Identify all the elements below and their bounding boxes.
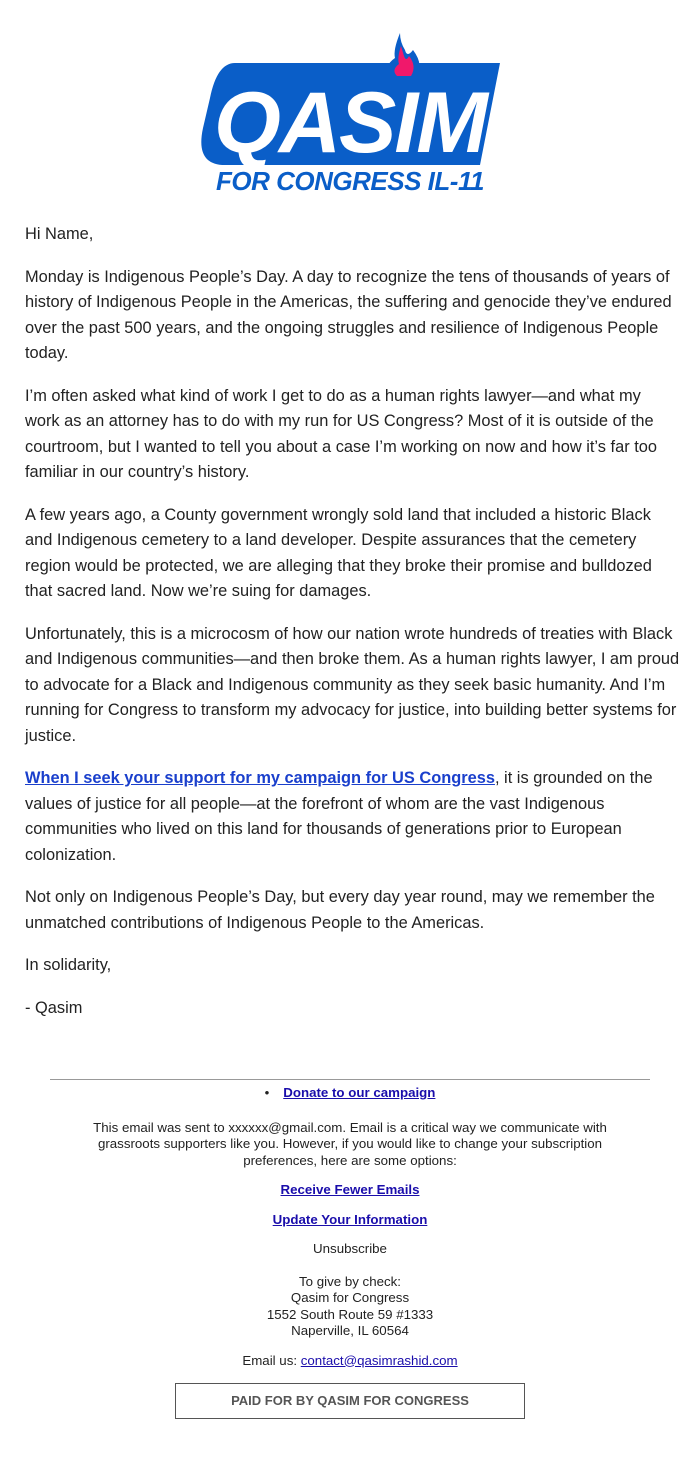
divider [50, 1079, 650, 1080]
contact-email-link[interactable]: contact@qasimrashid.com [300, 1352, 458, 1368]
subscription-notice: This email was sent to xxxxxx@gmail.com. Email is a critical way we communicate with grassroots supporters like you. However, if you would like to change your subscription preferences, here are some options: [93, 1119, 607, 1168]
paragraph: Unfortunately, this is a microcosm of how our nation wrote hundreds of treaties with Black and Indigenous communities—and then broke them. As a human rights lawyer, I am proud to advocate for a Black and Indigenous community as they seek basic humanity. And I’m running for Congress to transform my advocacy for justice, into building better systems for justice. [25, 624, 680, 745]
address-line: Qasim for Congress [290, 1290, 410, 1305]
paragraph [25, 766, 680, 868]
svg-text:QASIM: QASIM [214, 75, 486, 171]
bullet-icon: • [264, 1085, 270, 1100]
check-label: To give by check: [299, 1273, 401, 1289]
paragraph: Not only on Indigenous People’s Day, but every day year round, may we remember the unmatched contributions of Indigenous People to the Americas. [25, 888, 655, 932]
check-address [50, 1274, 650, 1340]
email-label: Email us: [242, 1352, 301, 1368]
closing: In solidarity, [25, 956, 112, 974]
paid-for-disclaimer: PAID FOR BY QASIM FOR CONGRESS [175, 1383, 525, 1419]
email-body [25, 222, 680, 1038]
unsubscribe[interactable]: Unsubscribe [313, 1241, 387, 1256]
donate-link[interactable]: Donate to our campaign [283, 1085, 436, 1100]
footer [50, 1085, 650, 1419]
address-line: 1552 South Route 59 #1333 [266, 1306, 434, 1322]
address-line: Naperville, IL 60564 [291, 1323, 409, 1338]
paragraph-text: , it is grounded on the values of justice for all people—at the forefront of whom are the vast Indigenous communities who lived on this land for thousands of generations prior to European colonization. [25, 769, 653, 864]
svg-text:FOR CONGRESS IL-11: FOR CONGRESS IL-11 [216, 166, 484, 196]
campaign-support-link[interactable]: When I seek your support for my campaign for US Congress [25, 769, 495, 787]
paragraph: Monday is Indigenous People’s Day. A day to recognize the tens of thousands of years of history of Indigenous People in the Americas, the suffering and genocide they’ve endured over the past 500 years, and the ongoing struggles and resilience of Indigenous People today. [25, 267, 672, 362]
campaign-logo [195, 28, 505, 198]
donate-item [50, 1085, 650, 1102]
paragraph: A few years ago, a County government wrongly sold land that included a historic Black and Indigenous cemetery to a land developer. Despite assurances that the cemetery region would be protected, we are alleging that they broke their promise and bulldozed that sacred land. Now we’re suing for damages. [25, 505, 652, 600]
signature: - Qasim [25, 998, 83, 1017]
email-us [50, 1353, 650, 1370]
update-information-link[interactable]: Update Your Information [272, 1211, 428, 1227]
receive-fewer-emails-link[interactable]: Receive Fewer Emails [280, 1182, 420, 1197]
paragraph: I’m often asked what kind of work I get to do as a human rights lawyer—and what my work as an attorney has to do with my run for US Congress? Most of it is outside of the courtroom, but I wanted to tell you about a case I’m working on now and how it’s far too familiar in our country’s history. [25, 386, 657, 481]
greeting: Hi Name, [25, 225, 94, 243]
